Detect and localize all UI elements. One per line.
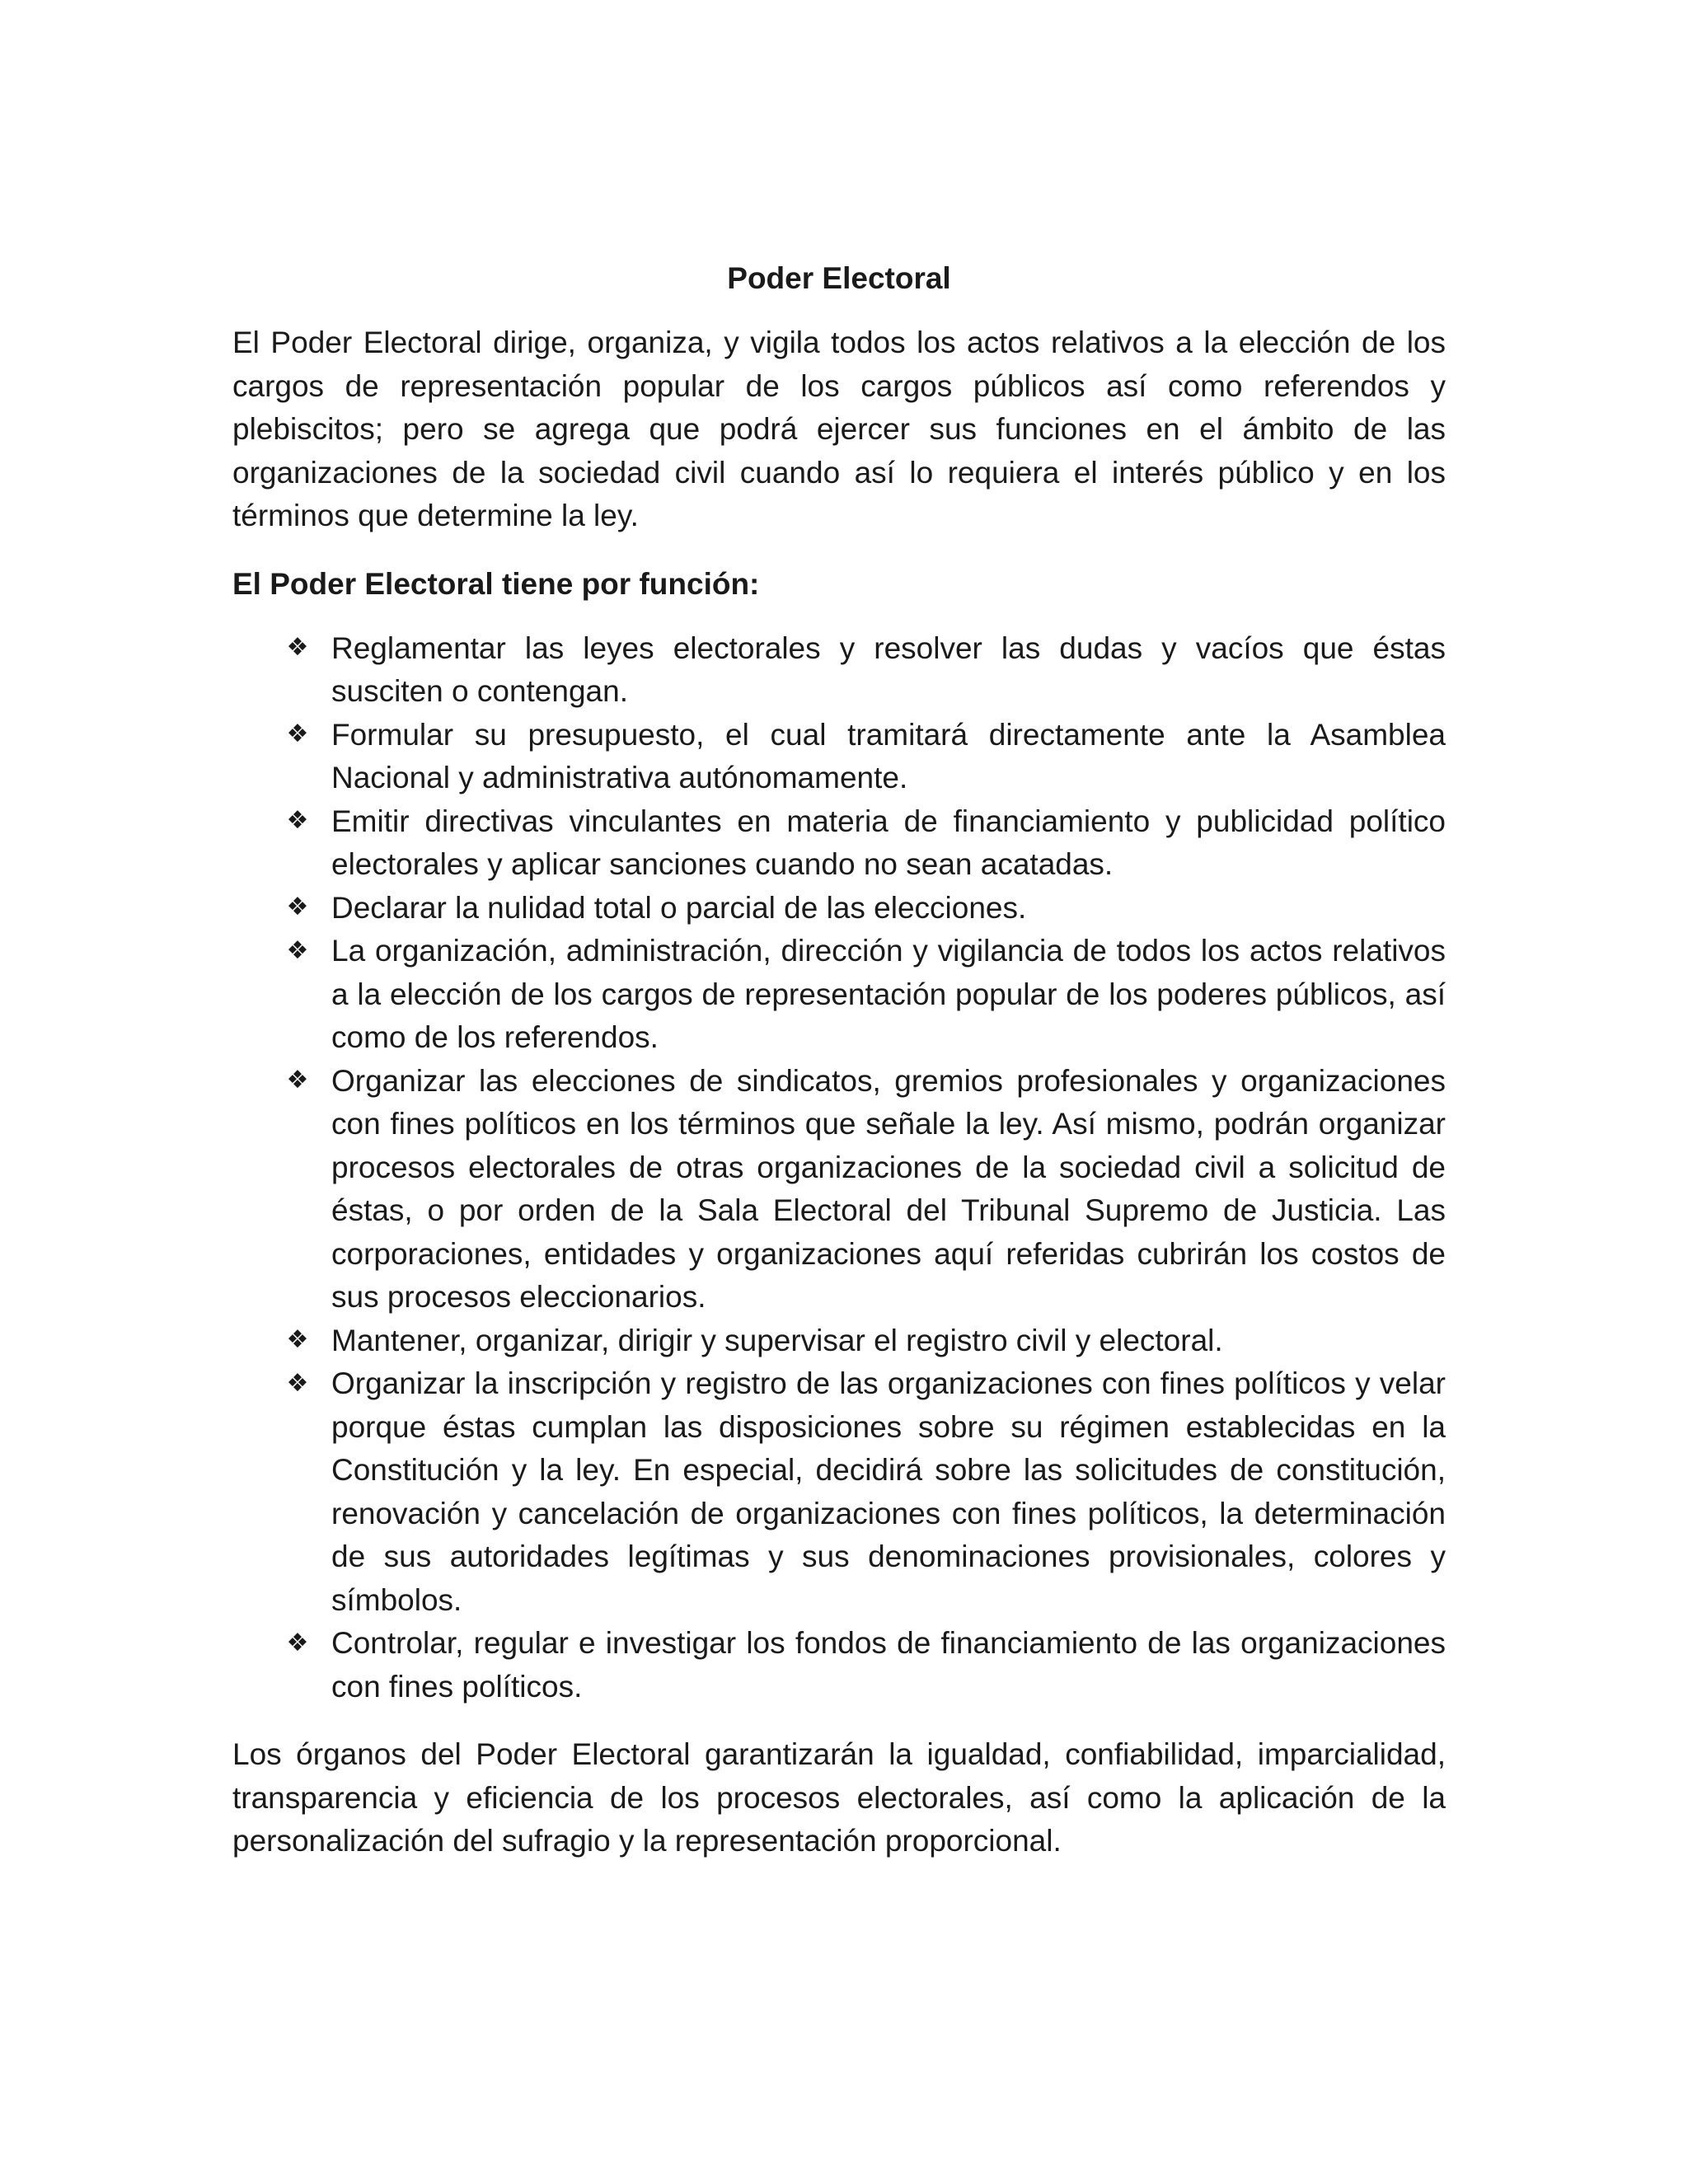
list-item-text: La organización, administración, dirección y vigilancia de todos los actos relativos a la elección de los cargos de representación popular de los poderes públicos, así como de los referendos.	[331, 934, 1446, 1054]
list-item-text: Organizar las elecciones de sindicatos, gremios profesionales y organizaciones con fines políticos en los términos que señale la ley. Así mismo, podrán organizar procesos electorales de otras organizaciones de la sociedad civil a solicitud de éstas, o por orden de la Sala Electoral del Tribunal Supremo de Justicia. Las corporaciones, entidades y organizaciones aquí referidas cubrirán los costos de sus procesos eleccionarios.	[331, 1063, 1446, 1314]
diamond-bullet-icon: ❖	[286, 893, 309, 922]
list-item-text: Emitir directivas vinculantes en materia de financiamiento y publicidad político electorales y aplicar sanciones cuando no sean acatadas.	[331, 804, 1446, 881]
diamond-bullet-icon: ❖	[286, 1325, 309, 1355]
diamond-bullet-icon: ❖	[286, 806, 309, 836]
list-item	[232, 887, 1446, 930]
closing-paragraph: Los órganos del Poder Electoral garantizarán la igualdad, confiabilidad, imparcialidad, transparencia y eficiencia de los procesos electorales, así como la aplicación de la personalización del sufragio y la representación proporcional.	[232, 1737, 1446, 1858]
diamond-bullet-icon: ❖	[286, 1628, 309, 1657]
list-item-text: Mantener, organizar, dirigir y supervisar el registro civil y electoral.	[331, 1323, 1223, 1357]
diamond-bullet-icon: ❖	[286, 719, 309, 749]
document-title: Poder Electoral	[727, 261, 951, 295]
list-item	[232, 930, 1446, 1060]
list-item	[232, 800, 1446, 887]
list-item-text: Controlar, regular e investigar los fondos de financiamiento de las organizaciones con fines políticos.	[331, 1626, 1446, 1704]
diamond-bullet-icon: ❖	[286, 935, 309, 965]
list-item	[232, 1319, 1446, 1363]
list-item-text: Reglamentar las leyes electorales y resolver las dudas y vacíos que éstas susciten o contengan.	[331, 630, 1446, 708]
diamond-bullet-icon: ❖	[286, 1066, 309, 1095]
list-item	[232, 1060, 1446, 1319]
list-item-text: Declarar la nulidad total o parcial de las elecciones.	[331, 890, 1027, 925]
list-item-text: Organizar la inscripción y registro de las organizaciones con fines políticos y velar porque éstas cumplan las disposiciones sobre su régimen establecidas en la Constitución y la ley. En especial, decidirá sobre las solicitudes de constitución, renovación y cancelación de organizaciones con fines políticos, la determinación de sus autoridades legítimas y sus denominaciones provisionales, colores y símbolos.	[331, 1366, 1446, 1617]
list-item-text: Formular su presupuesto, el cual tramitará directamente ante la Asamblea Nacional y administrativa autónomamente.	[331, 717, 1446, 794]
document-page	[232, 257, 1446, 1863]
list-item	[232, 1362, 1446, 1622]
list-item	[232, 1622, 1446, 1708]
diamond-bullet-icon: ❖	[286, 633, 309, 663]
intro-paragraph: El Poder Electoral dirige, organiza, y vigila todos los actos relativos a la elección de los cargos de representación popular de los cargos públicos así como referendos y plebiscitos; pero se agrega que podrá ejercer sus funciones en el ámbito de las organizaciones de la sociedad civil cuando así lo requiera el interés público y en los términos que determine la ley.	[232, 326, 1446, 532]
list-item	[232, 627, 1446, 714]
diamond-bullet-icon: ❖	[286, 1368, 309, 1398]
list-item	[232, 714, 1446, 800]
functions-heading: El Poder Electoral tiene por función:	[232, 566, 760, 601]
functions-list	[232, 627, 1446, 1709]
